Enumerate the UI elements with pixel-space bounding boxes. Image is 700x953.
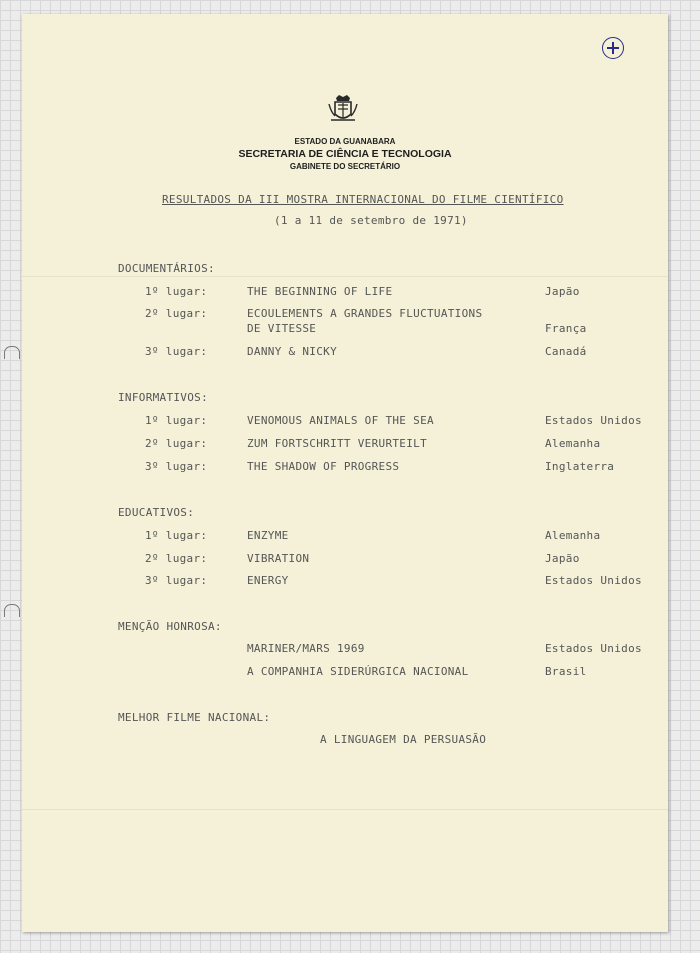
place-label: 2º lugar: [145, 552, 208, 565]
punch-hole [4, 346, 20, 359]
country: Alemanha [545, 529, 601, 542]
document-dates: (1 a 11 de setembro de 1971) [274, 214, 468, 227]
place-label: 2º lugar: [145, 437, 208, 450]
section-heading-mencao-honrosa: MENÇÃO HONROSA: [118, 620, 222, 633]
film-title: DANNY & NICKY [247, 345, 337, 358]
country: Estados Unidos [545, 414, 642, 427]
coat-of-arms-icon [327, 94, 359, 124]
film-title: THE BEGINNING OF LIFE [247, 285, 393, 298]
header-secretariat: SECRETARIA DE CIÊNCIA E TECNOLOGIA [238, 148, 452, 160]
country: Estados Unidos [545, 642, 642, 655]
film-title-continued: DE VITESSE [247, 322, 317, 335]
film-title: ENERGY [247, 574, 289, 587]
place-label: 2º lugar: [145, 307, 208, 320]
film-title: MARINER/MARS 1969 [247, 642, 365, 655]
country: Alemanha [545, 437, 601, 450]
film-title: VIBRATION [247, 552, 310, 565]
country: Estados Unidos [545, 574, 642, 587]
section-heading-melhor-filme: MELHOR FILME NACIONAL: [118, 711, 271, 724]
place-label: 3º lugar: [145, 460, 208, 473]
header-state: ESTADO DA GUANABARA [294, 137, 396, 146]
place-label: 1º lugar: [145, 529, 208, 542]
section-heading-educativos: EDUCATIVOS: [118, 506, 195, 519]
country: França [545, 322, 587, 335]
film-title: THE SHADOW OF PROGRESS [247, 460, 400, 473]
film-title: A LINGUAGEM DA PERSUASÃO [320, 733, 487, 746]
country: Canadá [545, 345, 587, 358]
place-label: 1º lugar: [145, 414, 208, 427]
film-title: ZUM FORTSCHRITT VERURTEILT [247, 437, 427, 450]
film-title: VENOMOUS ANIMALS OF THE SEA [247, 414, 434, 427]
film-title: ECOULEMENTS A GRANDES FLUCTUATIONS [247, 307, 483, 320]
section-heading-informativos: INFORMATIVOS: [118, 391, 208, 404]
fold-line [22, 276, 668, 277]
document-sheet [22, 14, 668, 932]
place-label: 3º lugar: [145, 574, 208, 587]
film-title: A COMPANHIA SIDERÚRGICA NACIONAL [247, 665, 469, 678]
registration-mark-icon [602, 37, 624, 59]
country: Brasil [545, 665, 587, 678]
place-label: 3º lugar: [145, 345, 208, 358]
country: Japão [545, 285, 580, 298]
country: Japão [545, 552, 580, 565]
document-title: RESULTADOS DA III MOSTRA INTERNACIONAL DO FILME CIENTÍFICO [162, 193, 564, 206]
header-office: GABINETE DO SECRETÁRIO [289, 162, 401, 171]
punch-hole [4, 604, 20, 617]
fold-line [22, 809, 668, 810]
section-heading-documentarios: DOCUMENTÁRIOS: [118, 262, 215, 275]
place-label: 1º lugar: [145, 285, 208, 298]
film-title: ENZYME [247, 529, 289, 542]
country: Inglaterra [545, 460, 615, 473]
